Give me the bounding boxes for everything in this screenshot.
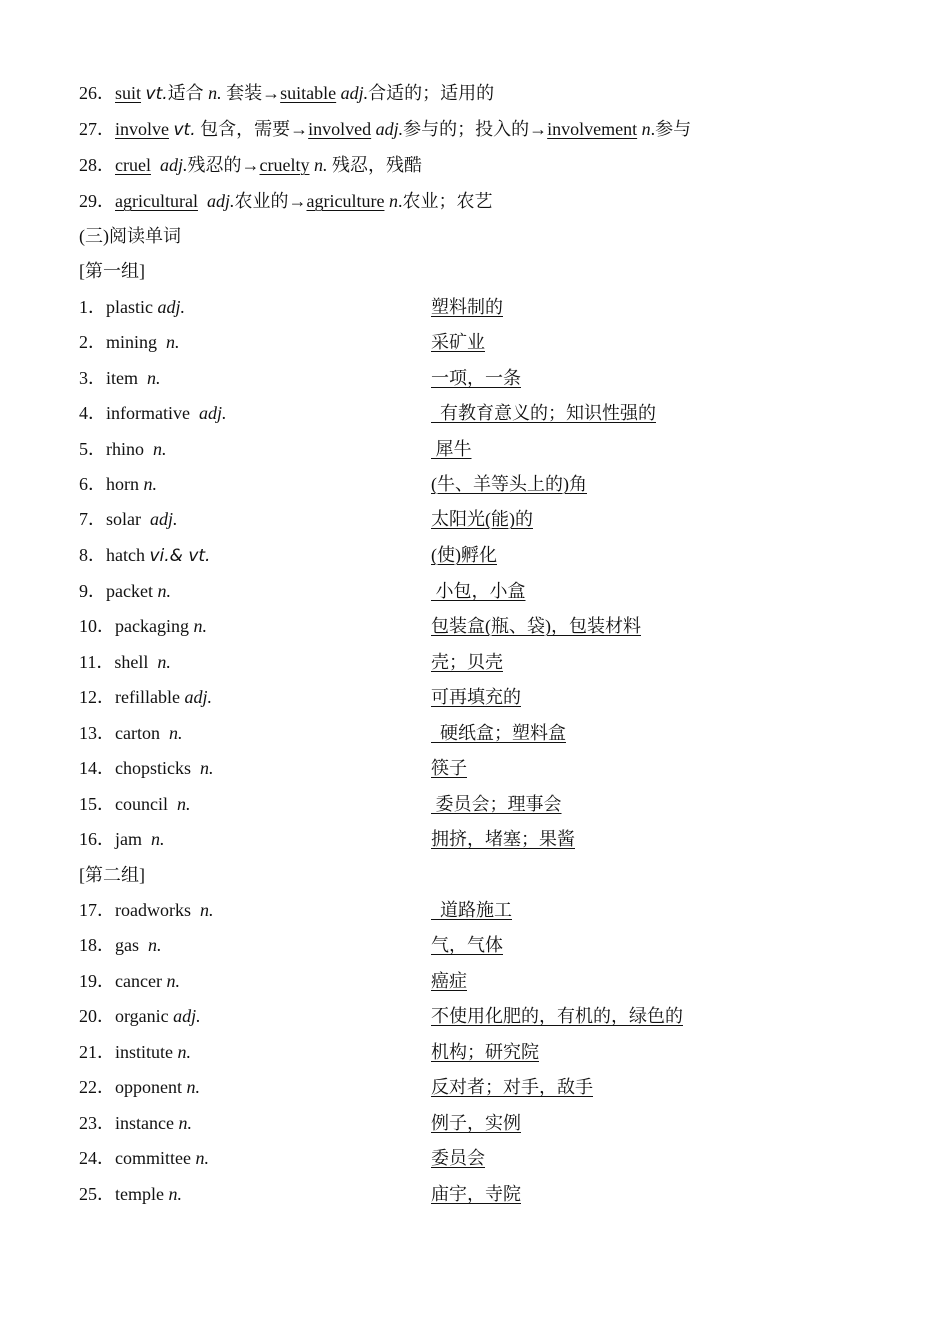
item-number: 2．	[79, 332, 106, 352]
vocab-meaning	[431, 436, 472, 462]
vocab-meaning: 太阳光(能)的	[431, 509, 533, 529]
vocab-word: mining	[106, 332, 158, 352]
vocab-row	[79, 932, 839, 958]
blank-answer: agriculture	[306, 191, 385, 211]
vocab-meaning: 癌症	[431, 971, 467, 991]
part-of-speech: adj.	[206, 191, 235, 211]
vocab-word: jam	[115, 829, 142, 849]
item-number: 23．	[79, 1113, 115, 1133]
vocab-row	[79, 649, 839, 675]
item-number: 22．	[79, 1077, 115, 1097]
vocab-meaning	[431, 791, 562, 817]
item-number: 24．	[79, 1148, 115, 1168]
vocab-meaning: (牛、羊等头上的)角	[431, 474, 587, 494]
vocab-row	[79, 1145, 839, 1171]
item-number: 9．	[79, 581, 106, 601]
item-number: 5．	[79, 439, 106, 459]
item-number: 28．	[79, 155, 115, 175]
vocab-word: institute	[115, 1042, 173, 1062]
section-title: (三)阅读单词	[79, 226, 181, 246]
part-of-speech: n.	[208, 83, 222, 103]
part-of-speech: adj.	[198, 403, 227, 423]
vocab-row	[79, 826, 839, 852]
vocab-meaning-text: 硬纸盒；塑料盒	[440, 723, 566, 743]
item-number: 20．	[79, 1006, 115, 1026]
part-of-speech: n.	[151, 829, 165, 849]
vocab-meaning: 气，气体	[431, 935, 503, 955]
blank-answer: involvement	[547, 119, 638, 139]
vocab-meaning: (使)孵化	[431, 545, 497, 565]
vocab-meaning: 可再填充的	[431, 687, 521, 707]
vocab-word: plastic	[106, 297, 153, 317]
vocab-word: chopsticks	[115, 758, 191, 778]
part-of-speech: n.	[193, 616, 207, 636]
item-number: 17．	[79, 900, 115, 920]
vocab-row	[79, 365, 839, 391]
vocab-word: opponent	[115, 1077, 182, 1097]
blank-answer: cruelty	[259, 155, 310, 175]
vocab-word: gas	[115, 935, 139, 955]
vocab-word: packaging	[115, 616, 189, 636]
item-number: 26．	[79, 83, 115, 103]
blank-answer: suit	[115, 83, 142, 103]
vocab-meaning: 采矿业	[431, 332, 485, 352]
part-of-speech: n.	[199, 900, 214, 920]
vocab-meaning	[431, 400, 656, 426]
vocab-word: informative	[106, 403, 190, 423]
vocab-row	[79, 720, 839, 746]
vocab-row	[79, 471, 839, 497]
vocab-row	[79, 684, 839, 710]
vocab-word: roadworks	[115, 900, 191, 920]
vocab-row	[79, 1181, 839, 1207]
vocab-row	[79, 968, 839, 994]
vocab-meaning: 一项，一条	[431, 368, 521, 388]
part-of-speech: adj.	[159, 155, 188, 175]
item-number: 8．	[79, 545, 106, 565]
meaning: 农业的→	[234, 191, 307, 211]
item-number: 7．	[79, 509, 106, 529]
vocab-word: solar	[106, 509, 141, 529]
item-number: 3．	[79, 368, 106, 388]
vocab-word: cancer	[115, 971, 162, 991]
part-of-speech: adj.	[150, 509, 178, 529]
part-of-speech: n.	[157, 652, 171, 672]
part-of-speech: adj.	[340, 83, 369, 103]
part-of-speech: n.	[168, 1184, 182, 1204]
derivative-line-27	[79, 116, 691, 142]
meaning: 套装→	[226, 83, 281, 103]
meaning: 残忍的→	[187, 155, 260, 175]
vocab-word: packet	[106, 581, 153, 601]
vocab-meaning	[431, 897, 512, 923]
item-number: 16．	[79, 829, 115, 849]
part-of-speech: n.	[166, 332, 180, 352]
part-of-speech: vt.	[145, 84, 168, 104]
part-of-speech: n.	[148, 935, 162, 955]
item-number: 12．	[79, 687, 115, 707]
derivative-line-29	[79, 188, 492, 214]
item-number: 19．	[79, 971, 115, 991]
item-number: 25．	[79, 1184, 115, 1204]
part-of-speech: n.	[176, 794, 191, 814]
vocab-meaning: 反对者；对手，敌手	[431, 1077, 593, 1097]
vocab-meaning-text: 有教育意义的；知识性强的	[440, 403, 656, 423]
meaning: 残忍，残酷	[331, 155, 422, 175]
part-of-speech: vt.	[173, 120, 196, 140]
vocab-word: instance	[115, 1113, 174, 1133]
part-of-speech: n.	[186, 1077, 200, 1097]
vocab-row	[79, 755, 839, 781]
item-number: 27．	[79, 119, 115, 139]
part-of-speech: n.	[157, 581, 171, 601]
vocab-row	[79, 1039, 839, 1065]
item-number: 11．	[79, 652, 115, 672]
meaning: .农业；农艺	[397, 191, 493, 211]
item-number: 21．	[79, 1042, 115, 1062]
group-title-2: [第二组]	[79, 865, 145, 885]
part-of-speech: n.	[143, 474, 157, 494]
vocab-word: organic	[115, 1006, 169, 1026]
blank-answer: involve	[115, 119, 169, 139]
part-of-speech: n.	[177, 1042, 191, 1062]
vocab-meaning	[431, 578, 526, 604]
vocab-row	[79, 897, 839, 923]
vocab-meaning: 不使用化肥的，有机的，绿色的	[431, 1006, 683, 1026]
part-of-speech: n.	[147, 368, 161, 388]
vocab-meaning: 例子，实例	[431, 1113, 521, 1133]
meaning: 包含，需要→	[200, 119, 309, 139]
item-number: 1．	[79, 297, 106, 317]
vocab-meaning: 壳；贝壳	[431, 652, 503, 672]
vocab-meaning: 筷子	[431, 758, 467, 778]
vocab-row	[79, 400, 839, 426]
vocab-word: refillable	[115, 687, 180, 707]
part-of-speech: adj.	[173, 1006, 201, 1026]
item-number: 6．	[79, 474, 106, 494]
part-of-speech: n.	[168, 723, 183, 743]
vocab-row	[79, 1003, 839, 1029]
vocab-meaning: 机构；研究院	[431, 1042, 539, 1062]
blank-answer: cruel	[115, 155, 151, 175]
part-of-speech: adj.	[375, 119, 404, 139]
part-of-speech: n.	[178, 1113, 192, 1133]
vocab-meaning: 委员会	[431, 1148, 485, 1168]
vocab-row	[79, 329, 839, 355]
vocab-row	[79, 294, 839, 320]
vocab-meaning: 拥挤，堵塞；果酱	[431, 829, 575, 849]
vocab-row	[79, 1074, 839, 1100]
vocab-word: council	[115, 794, 168, 814]
vocab-meaning: 庙宇，寺院	[431, 1184, 521, 1204]
item-number: 10．	[79, 616, 115, 636]
meaning: .参与	[650, 119, 692, 139]
vocab-word: rhino	[106, 439, 144, 459]
blank-answer: suitable	[280, 83, 337, 103]
vocab-row	[79, 506, 839, 532]
derivative-line-28	[79, 152, 422, 178]
part-of-speech: n	[388, 191, 398, 211]
vocab-meaning	[431, 720, 566, 746]
item-number: 18．	[79, 935, 115, 955]
vocab-row	[79, 436, 839, 462]
vocab-meaning-text: 小包，小盒	[435, 581, 526, 601]
vocab-word: committee	[115, 1148, 191, 1168]
part-of-speech: n.	[166, 971, 180, 991]
vocab-row	[79, 791, 839, 817]
blank-answer: agricultural	[115, 191, 198, 211]
item-number: 14．	[79, 758, 115, 778]
derivative-line-26	[79, 80, 494, 106]
part-of-speech: n.	[200, 758, 214, 778]
vocab-row	[79, 1110, 839, 1136]
vocab-meaning-text: 委员会；理事会	[435, 794, 562, 814]
part-of-speech: n.	[313, 155, 328, 175]
part-of-speech: n.	[195, 1148, 209, 1168]
meaning: 合适的；适用的	[368, 83, 495, 103]
part-of-speech: vi.& vt.	[149, 546, 211, 566]
part-of-speech: adj.	[184, 687, 212, 707]
vocab-word: shell	[114, 652, 149, 672]
blank-answer: involved	[308, 119, 372, 139]
vocab-meaning: 塑料制的	[431, 297, 503, 317]
group-title-1: [第一组]	[79, 261, 145, 281]
vocab-row	[79, 542, 839, 568]
vocab-row	[79, 578, 839, 604]
meaning: 参与的；投入的→	[403, 119, 548, 139]
item-number: 13．	[79, 723, 115, 743]
item-number: 15．	[79, 794, 115, 814]
item-number: 29．	[79, 191, 115, 211]
vocab-word: carton	[115, 723, 160, 743]
part-of-speech: n	[641, 119, 651, 139]
vocab-row	[79, 613, 839, 639]
part-of-speech: n.	[153, 439, 167, 459]
item-number: 4．	[79, 403, 106, 423]
vocab-meaning: 包装盒(瓶、袋)，包装材料	[431, 616, 641, 636]
meaning: 适合	[167, 83, 204, 103]
vocab-meaning-text: 犀牛	[435, 439, 472, 459]
vocab-word: horn	[106, 474, 139, 494]
vocab-word: temple	[115, 1184, 164, 1204]
part-of-speech: adj.	[157, 297, 186, 317]
vocab-meaning-text: 道路施工	[440, 900, 512, 920]
vocab-word: item	[106, 368, 138, 388]
vocab-word: hatch	[106, 545, 145, 565]
